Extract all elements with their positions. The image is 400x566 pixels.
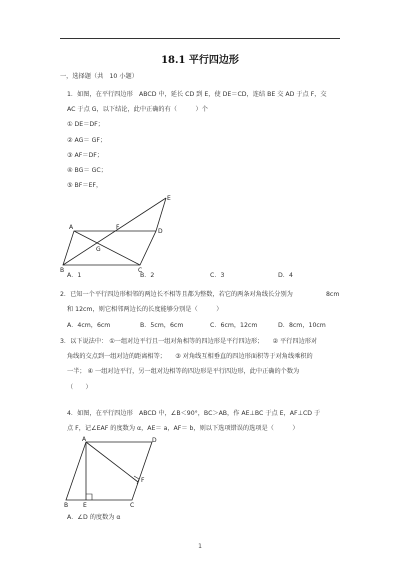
q1-item-3: ③ AF＝DF； [67,152,104,159]
page-number: 1 [198,543,202,550]
q4-label-f: F [141,477,145,484]
q2-option-a: A．4cm，6cm [67,322,111,329]
q2-text-line2: 和 12cm，则它相邻两边长的长度能够分别是（ ） [67,306,223,313]
section-heading: 一，选择题（共 10 小题） [60,73,138,80]
q1-option-c: C．3 [210,272,225,279]
q1-label-e: E [167,195,171,202]
q2-option-b: B．5cm，6cm [140,322,184,329]
q1-text-line1: 1．如图，在平行四边形 ABCD 中，延长 CD 到 E，使 DE＝CD，连结 BE 交 AD 于点 F，交 [67,91,327,98]
q1-label-a: A [69,224,74,231]
q1-item-5: ⑤ BF＝EF， [67,182,103,189]
q1-item-2: ② AG＝ GF； [67,137,107,144]
q2-option-c: C．6cm，12cm [210,322,258,329]
q1-text-line2: AC 于点 G，以下结论，此中正确的有（ ）个 [67,106,208,113]
q1-item-1: ① DE＝DF； [67,121,104,128]
q4-geometry-figure [64,436,158,508]
q4-label-b: B [64,502,69,508]
q4-option-a: A．∠D 的度数为 α [67,514,121,521]
q1-label-b: B [60,267,65,273]
header-rule [60,38,340,39]
q1-label-c: C [138,267,143,273]
q3-text-line1: 3．以下说法中： ①一组对边平行且一组对角相等的四边形是平行四边形； ② 平行四边形对 [60,338,318,345]
q4-label-d: D [152,437,157,444]
q4-label-e: E [83,502,87,508]
q1-option-b: B．2 [140,272,155,279]
q4-label-a: A [82,436,87,443]
q1-item-4: ④ BG＝ GC； [67,167,107,174]
page-title: 18.1 平行四边形 [161,55,239,66]
q2-text-line1: 2．已知一个平行四边形相邻的两边长不相等且都为整数，若它的两条对角线长分别为 [60,291,293,298]
q1-geometry-figure [60,193,180,273]
q1-label-d: D [158,228,163,235]
q1-option-d: D．4 [278,272,293,279]
q3-text-line3: 一半； ④ 一组对边平行，另一组对边相等的四边形是平行四边形，此中正确的个数为 [67,368,300,375]
q4-label-c: C [130,502,135,508]
q3-text-line4: （ ） [67,384,92,391]
q2-option-d: D．8cm，10cm [278,322,326,329]
q2-text-line1-end: 8cm [326,291,340,298]
q4-text-line1: 4．如图，在平行四边形 ABCD 中，∠B＜90°，BC＞AB，作 AE⊥BC 于点 E，AF⊥CD 于 [67,410,321,417]
q1-option-a: A．1 [67,272,82,279]
q1-label-f: F [116,224,120,231]
q3-text-line2: 角线的交点到一组对边的距离相等； ③ 对角线互相垂直的四边形面积等于对角线乘积的 [67,353,313,360]
q4-text-line2: 点 F，记∠EAF 的度数为 α，AE＝ a，AF＝ b，则以下选项错误的选项是（ ） [67,425,299,432]
q1-label-g: G [96,246,101,253]
